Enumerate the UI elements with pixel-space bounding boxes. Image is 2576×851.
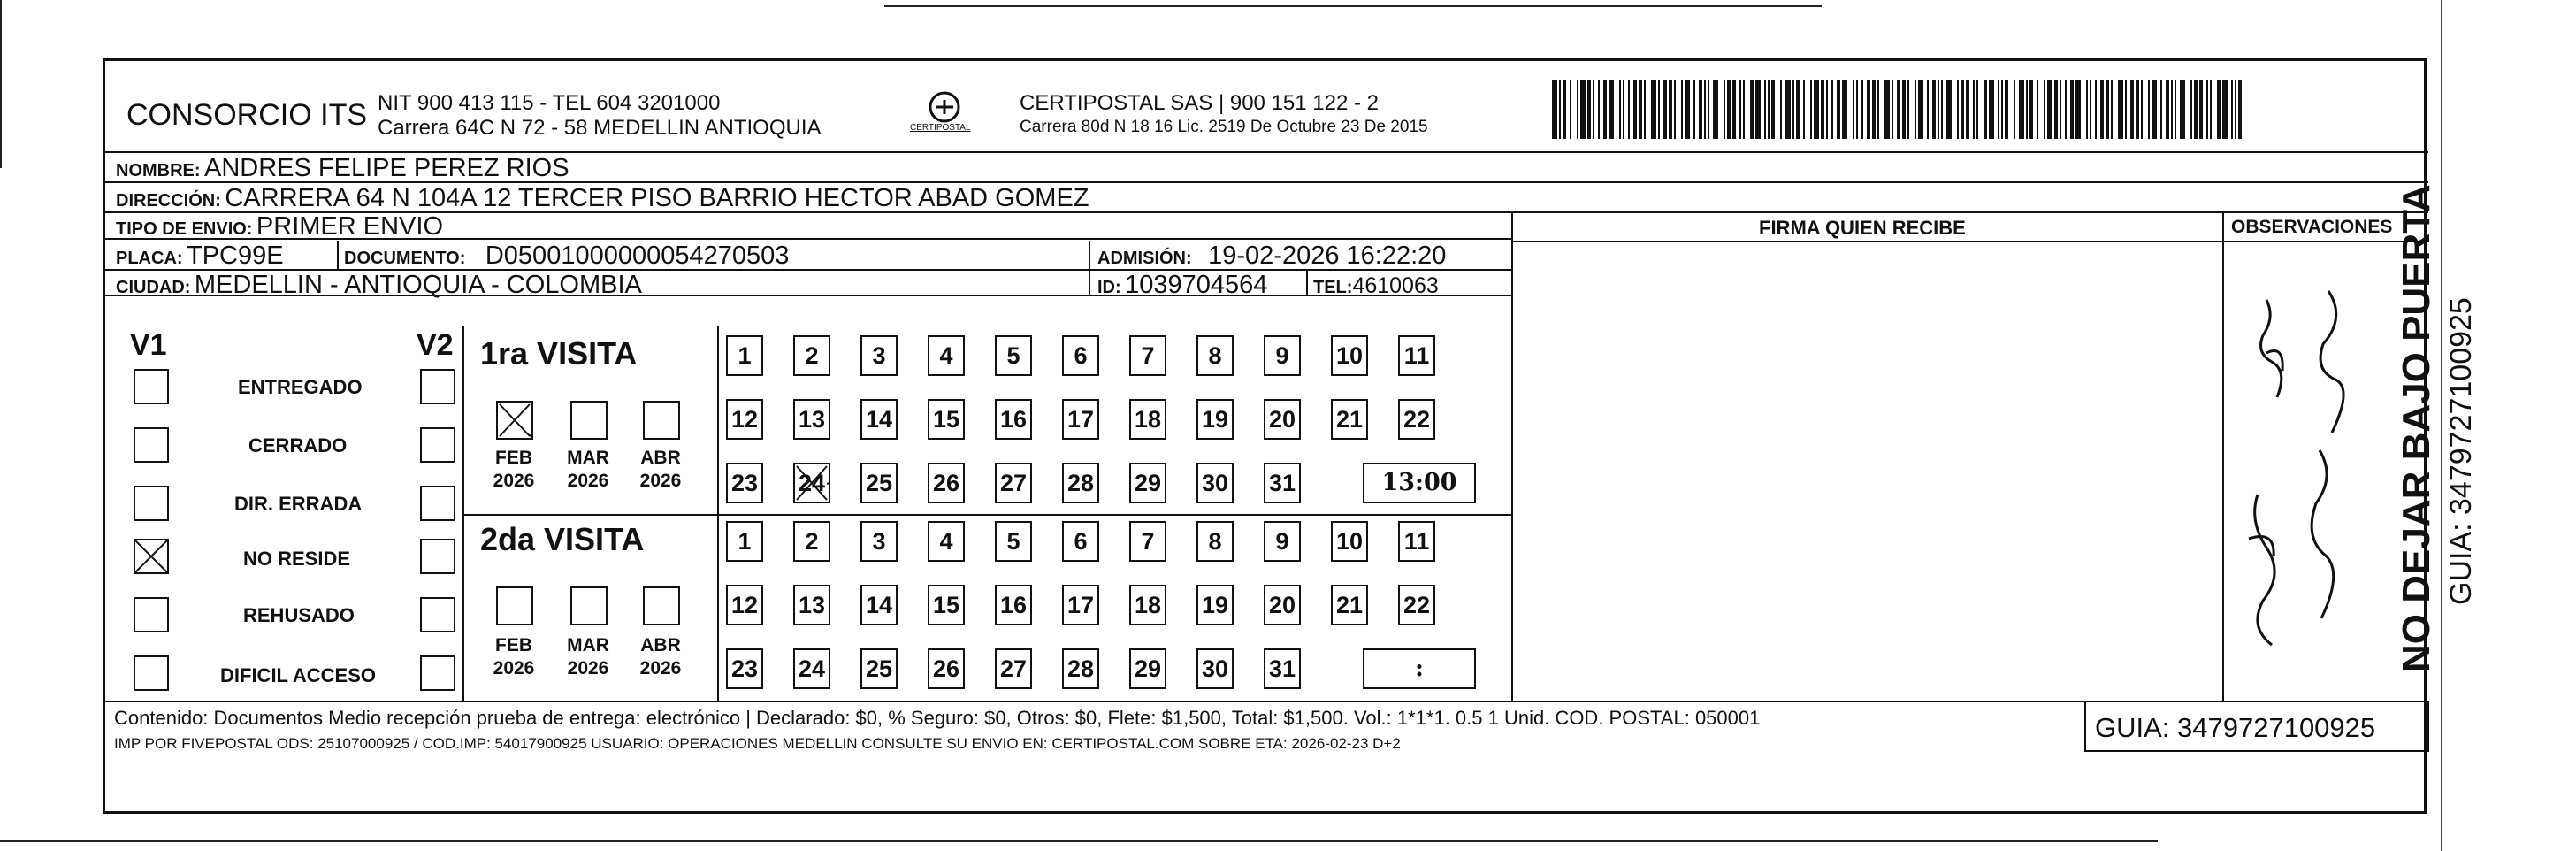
barcode-bar: [1915, 80, 1916, 139]
visit1-day-19[interactable]: 19: [1196, 399, 1234, 440]
barcode-bar: [1743, 80, 1745, 139]
barcode-bar: [1796, 80, 1800, 139]
visit2-day-2[interactable]: 2: [793, 521, 830, 562]
v2-cerrado-checkbox[interactable]: [420, 427, 455, 463]
visit2-day-29[interactable]: 29: [1129, 648, 1166, 689]
barcode-bar: [1853, 80, 1854, 139]
visit1-day-27[interactable]: 27: [995, 463, 1032, 503]
barcode-bar: [1902, 80, 1906, 139]
visit1-day-17[interactable]: 17: [1062, 399, 1099, 440]
city-label: CIUDAD:: [116, 278, 191, 297]
barcode-bar: [1628, 80, 1630, 139]
rule: [462, 514, 1511, 516]
visit2-day-18[interactable]: 18: [1129, 585, 1166, 625]
barcode-bar: [2130, 80, 2134, 139]
visit2-month-abr: ABR: [640, 635, 681, 656]
visit2-day-25[interactable]: 25: [860, 648, 898, 689]
barcode-bar: [1732, 80, 1736, 139]
visit2-day-21[interactable]: 21: [1331, 585, 1368, 625]
visit1-day-24[interactable]: 24: [793, 463, 830, 503]
barcode-bar: [1897, 80, 1900, 139]
barcode-bar: [1826, 80, 1828, 139]
barcode-bar: [2148, 80, 2150, 139]
status-cerrado: CERRADO: [248, 434, 348, 456]
visit2-time-box[interactable]: :: [1363, 648, 1476, 689]
side-warning: NO DEJAR BAJO PUERTA: [2395, 184, 2438, 672]
visit1-mar-checkbox[interactable]: [570, 401, 608, 440]
visit1-month-feb: FEB: [495, 448, 532, 468]
barcode-bar: [2199, 80, 2203, 139]
barcode-bar: [2095, 80, 2097, 139]
barcode-bar: [1658, 80, 1660, 139]
barcode-bar: [1603, 80, 1607, 139]
barcode-bar: [2141, 80, 2143, 139]
visit1-day-22[interactable]: 22: [1398, 399, 1435, 440]
plate-label: PLACA:: [116, 249, 183, 268]
visit1-day-28[interactable]: 28: [1062, 463, 1099, 503]
v2-header: V2: [417, 328, 454, 362]
barcode-bar: [1780, 80, 1782, 139]
visit2-day-16[interactable]: 16: [995, 585, 1032, 625]
signature-label: FIRMA QUIEN RECIBE: [1759, 217, 1966, 239]
barcode-bar: [1669, 80, 1672, 139]
barcode-bar: [2111, 80, 2113, 139]
barcode-bar: [1651, 80, 1656, 139]
barcode-bar: [2005, 80, 2008, 139]
barcode-bar: [1785, 80, 1791, 139]
barcode-bar: [2171, 80, 2173, 139]
v2-dificil-acceso-checkbox[interactable]: [420, 656, 455, 691]
visit1-day-14[interactable]: 14: [860, 399, 898, 440]
plate-value: TPC99E: [187, 242, 284, 270]
document-value: D05001000000054270503: [485, 242, 790, 270]
visit1-day-30[interactable]: 30: [1196, 463, 1234, 503]
barcode-bar: [2047, 80, 2052, 139]
barcode-bar: [2160, 80, 2162, 139]
visit1-day-25[interactable]: 25: [860, 463, 898, 503]
barcode-bar: [1810, 80, 1812, 139]
barcode-bar: [1552, 80, 1557, 139]
admission-row: [1097, 242, 1446, 271]
document-row: [344, 242, 789, 271]
visit1-day-21[interactable]: 21: [1331, 399, 1368, 440]
status-entregado: ENTREGADO: [238, 376, 363, 398]
v1-cerrado-checkbox[interactable]: [134, 427, 169, 463]
barcode-bar: [1976, 80, 1978, 139]
barcode-bar: [1699, 80, 1702, 139]
scan-top-line: [884, 5, 1822, 7]
v1-entregado-checkbox[interactable]: [134, 369, 169, 404]
barcode-bar: [1814, 80, 1819, 139]
delivery-form: [103, 58, 2427, 814]
visit2-day-4[interactable]: 4: [928, 521, 965, 562]
courier-license: Carrera 80d N 18 16 Lic. 2519 De Octubre 23 De 2015: [1020, 118, 1428, 136]
barcode-bar: [1764, 80, 1766, 139]
visit2-feb-checkbox[interactable]: [496, 586, 533, 625]
visit2-day-26[interactable]: 26: [928, 648, 965, 689]
name-label: NOMBRE:: [116, 161, 201, 180]
visit2-day-20[interactable]: 20: [1264, 585, 1301, 625]
v2-entregado-checkbox[interactable]: [420, 369, 455, 404]
certipostal-logo: [905, 88, 984, 141]
company-nit: NIT 900 413 115 - TEL 604 3201000: [378, 91, 721, 115]
visit1-day-20[interactable]: 20: [1264, 399, 1301, 440]
id-label: ID:: [1097, 278, 1121, 297]
barcode-bar: [1892, 80, 1893, 139]
tel-row: [1313, 273, 1439, 299]
status-no-reside: NO RESIDE: [243, 548, 351, 570]
visit2-title: 2da VISITA: [480, 521, 645, 557]
barcode-bar: [2001, 80, 2003, 139]
visit2-day-30[interactable]: 30: [1196, 648, 1234, 689]
visit1-day-31[interactable]: 31: [1264, 463, 1301, 503]
address-row: [116, 184, 1089, 213]
check-x-icon: [793, 463, 830, 503]
barcode-bar: [1941, 80, 1943, 139]
rule: [1089, 241, 1090, 295]
visit2-mar-checkbox[interactable]: [570, 586, 608, 625]
visit1-time-box[interactable]: 13:00: [1363, 463, 1476, 503]
footer-guia: GUIA: 3479727100925: [2095, 712, 2376, 743]
type-label: TIPO DE ENVIO:: [116, 219, 253, 239]
visit2-year-feb: 2026: [493, 658, 535, 678]
tel-value: 4610063: [1352, 273, 1439, 298]
barcode-bar: [2125, 80, 2127, 139]
visit1-day-5[interactable]: 5: [995, 335, 1032, 376]
signature-area[interactable]: [1515, 243, 2219, 698]
visit1-day-4[interactable]: 4: [928, 335, 965, 376]
barcode-bar: [1966, 80, 1969, 139]
visit2-day-31[interactable]: 31: [1264, 648, 1301, 689]
barcode-bar: [1633, 80, 1637, 139]
barcode-bar: [2190, 80, 2192, 139]
barcode-bar: [1938, 80, 1939, 139]
barcode-bar: [1989, 80, 1994, 139]
status-dificil-acceso: DIFICIL ACCESO: [220, 664, 377, 686]
document-label: DOCUMENTO:: [344, 249, 466, 268]
barcode-bar: [1724, 80, 1725, 139]
visit2-month-mar: MAR: [567, 635, 609, 656]
visit2-abr-checkbox[interactable]: [643, 586, 680, 625]
visit2-day-5[interactable]: 5: [995, 521, 1032, 562]
barcode-bar: [2054, 80, 2058, 139]
visit2-day-12[interactable]: 12: [726, 585, 763, 625]
rule: [337, 241, 339, 269]
check-x-icon: [496, 401, 533, 440]
visit2-day-7[interactable]: 7: [1129, 521, 1166, 562]
rule: [1306, 270, 1308, 295]
courier-name: CERTIPOSTAL SAS | 900 151 122 - 2: [1020, 91, 1379, 115]
visit2-day-28[interactable]: 28: [1062, 648, 1099, 689]
barcode-bar: [1771, 80, 1775, 139]
visit1-title: 1ra VISITA: [480, 335, 638, 372]
visit1-day-26[interactable]: 26: [928, 463, 965, 503]
handwriting-signature-icon: [2231, 273, 2408, 689]
visit1-day-29[interactable]: 29: [1129, 463, 1166, 503]
barcode-bar: [1932, 80, 1936, 139]
status-rehusado: REHUSADO: [243, 604, 355, 626]
barcode-bar: [1563, 80, 1566, 139]
barcode-bar: [1856, 80, 1858, 139]
visit2-day-8[interactable]: 8: [1196, 521, 1234, 562]
barcode-bar: [1907, 80, 1909, 139]
barcode-bar: [2238, 80, 2242, 139]
barcode-bar: [2090, 80, 2091, 139]
barcode-bar: [1984, 80, 1987, 139]
barcode-bar: [2194, 80, 2198, 139]
barcode-bar: [2136, 80, 2139, 139]
barcode-bar: [1623, 80, 1624, 139]
visit1-year-feb: 2026: [493, 471, 535, 491]
certipostal-logo-icon: [905, 88, 984, 141]
barcode-bar: [2106, 80, 2109, 139]
barcode-bar: [1755, 80, 1761, 139]
plate-row: [116, 242, 284, 271]
id-value: 1039704564: [1125, 271, 1268, 299]
type-row: [116, 212, 443, 242]
barcode-bar: [2175, 80, 2176, 139]
v1-header: V1: [130, 328, 167, 362]
barcode-bar: [2222, 80, 2228, 139]
visit2-day-27[interactable]: 27: [995, 648, 1032, 689]
barcode-bar: [2100, 80, 2104, 139]
barcode-bar: [1831, 80, 1833, 139]
visit2-day-10[interactable]: 10: [1331, 521, 1368, 562]
recipient-name: ANDRES FELIPE PEREZ RIOS: [204, 154, 569, 182]
v2-dir-errada-checkbox[interactable]: [420, 486, 455, 521]
barcode-bar: [1704, 80, 1706, 139]
visit1-feb-checkbox[interactable]: [496, 401, 533, 440]
company-address: Carrera 64C N 72 - 58 MEDELLIN ANTIOQUIA: [378, 116, 822, 140]
barcode-bar: [2037, 80, 2038, 139]
scan-bottom-line: [0, 840, 2158, 842]
rule: [105, 701, 2428, 702]
barcode-bar: [1803, 80, 1805, 139]
visit1-day-6[interactable]: 6: [1062, 335, 1099, 376]
side-guia: GUIA: 3479727100925: [2444, 297, 2478, 605]
footer-imp: IMP POR FIVEPOSTAL ODS: 25107000925 / COD.IMP: 54017900925 USUARIO: OPERACIONES MEDELLIN CONSULTE SU ENVIO EN: CERTIPOSTAL.COM SOBRE ETA: 2026-02-23 D+2: [114, 735, 1401, 752]
barcode-bar: [1768, 80, 1770, 139]
barcode-bar: [1877, 80, 1879, 139]
id-row: [1097, 271, 1267, 300]
barcode-bar: [2060, 80, 2061, 139]
barcode-bar: [2231, 80, 2233, 139]
barcode-bar: [1867, 80, 1870, 139]
barcode-bar: [1559, 80, 1561, 139]
visit2-day-22[interactable]: 22: [1398, 585, 1435, 625]
barcode-bar: [1842, 80, 1847, 139]
observations-label: OBSERVACIONES: [2231, 217, 2393, 237]
barcode-bar: [2019, 80, 2024, 139]
visit2-day-1[interactable]: 1: [726, 521, 763, 562]
scan-left-line: [0, 0, 2, 168]
v1-no-reside-checkbox[interactable]: [134, 539, 169, 574]
logo-caption: CERTIPOSTAL: [910, 123, 971, 133]
barcode-bar: [1837, 80, 1840, 139]
barcode-bar: [2026, 80, 2028, 139]
rule: [2222, 211, 2224, 701]
barcode-bar: [2206, 80, 2208, 139]
barcode-bar: [1577, 80, 1578, 139]
barcode-bar: [2065, 80, 2067, 139]
barcode-bar: [1792, 80, 1794, 139]
barcode-bar: [1674, 80, 1676, 139]
v1-dir-errada-checkbox[interactable]: [134, 486, 169, 521]
visit1-day-18[interactable]: 18: [1129, 399, 1166, 440]
barcode-bar: [1739, 80, 1741, 139]
visit1-day-10[interactable]: 10: [1331, 335, 1368, 376]
visit1-day-2[interactable]: 2: [793, 335, 830, 376]
barcode-bar: [1598, 80, 1600, 139]
barcode-bar: [1973, 80, 1975, 139]
barcode-bar: [2070, 80, 2074, 139]
barcode-bar: [2235, 80, 2236, 139]
barcode-bar: [2044, 80, 2045, 139]
visit2-day-19[interactable]: 19: [1196, 585, 1234, 625]
barcode-bar: [1713, 80, 1718, 139]
visit1-month-mar: MAR: [567, 448, 609, 468]
barcode-bar: [1619, 80, 1621, 139]
barcode-bar: [1927, 80, 1929, 139]
status-dir-errada: DIR. ERRADA: [234, 493, 363, 515]
barcode-bar: [2075, 80, 2081, 139]
barcode-bar: [1639, 80, 1642, 139]
barcode-bar: [1593, 80, 1594, 139]
visit2-day-15[interactable]: 15: [928, 585, 965, 625]
city-value: MEDELLIN - ANTIOQUIA - COLOMBIA: [194, 271, 642, 299]
visit1-day-9[interactable]: 9: [1264, 335, 1301, 376]
barcode-bar: [2166, 80, 2169, 139]
barcode-bar: [2217, 80, 2221, 139]
shipping-type: PRIMER ENVIO: [256, 212, 444, 241]
barcode-bar: [1884, 80, 1890, 139]
barcode-bar: [1727, 80, 1731, 139]
barcode-bar: [2210, 80, 2212, 139]
visit1-day-12[interactable]: 12: [726, 399, 763, 440]
barcode-bar: [1861, 80, 1863, 139]
admission-label: ADMISIÓN:: [1097, 249, 1192, 268]
barcode-bar: [2014, 80, 2015, 139]
visit1-day-8[interactable]: 8: [1196, 335, 1234, 376]
visit2-day-24[interactable]: 24: [793, 648, 830, 689]
visit2-month-feb: FEB: [495, 635, 532, 656]
v2-rehusado-checkbox[interactable]: [420, 597, 455, 632]
scan-right-line: [2441, 0, 2442, 851]
barcode: [1552, 80, 2259, 139]
barcode-bar: [1872, 80, 1876, 139]
admission-value: 19-02-2026 16:22:20: [1208, 242, 1447, 270]
barcode-bar: [1663, 80, 1667, 139]
recipient-address: CARRERA 64 N 104A 12 TERCER PISO BARRIO HECTOR ABAD GOMEZ: [225, 184, 1089, 212]
check-x-icon: [134, 539, 169, 574]
barcode-bar: [1708, 80, 1709, 139]
visit1-year-mar: 2026: [567, 471, 609, 491]
barcode-bar: [1918, 80, 1923, 139]
visit1-day-23[interactable]: 23: [726, 463, 763, 503]
barcode-bar: [1946, 80, 1952, 139]
tel-label: TEL:: [1313, 278, 1353, 297]
visit2-day-23[interactable]: 23: [726, 648, 763, 689]
visit2-day-6[interactable]: 6: [1062, 521, 1099, 562]
name-row: [116, 154, 569, 183]
v1-rehusado-checkbox[interactable]: [134, 597, 169, 632]
visit2-year-mar: 2026: [567, 658, 609, 678]
visit2-day-17[interactable]: 17: [1062, 585, 1099, 625]
rule: [1511, 211, 1513, 701]
barcode-bar: [2118, 80, 2123, 139]
barcode-bar: [2029, 80, 2033, 139]
visit1-day-13[interactable]: 13: [793, 399, 830, 440]
barcode-bar: [1570, 80, 1571, 139]
barcode-bar: [1961, 80, 1964, 139]
visit2-year-abr: 2026: [639, 658, 682, 678]
visit2-day-11[interactable]: 11: [1398, 521, 1435, 562]
visit1-day-11[interactable]: 11: [1398, 335, 1435, 376]
barcode-bar: [1957, 80, 1959, 139]
visit1-month-abr: ABR: [640, 448, 681, 468]
barcode-bar: [1587, 80, 1591, 139]
barcode-bar: [1681, 80, 1683, 139]
rule: [105, 151, 2428, 153]
observations-handwriting: [2231, 273, 2408, 689]
barcode-bar: [1644, 80, 1646, 139]
visit2-day-14[interactable]: 14: [860, 585, 898, 625]
company-name: CONSORCIO ITS: [126, 98, 368, 132]
barcode-bar: [2152, 80, 2157, 139]
v1-dificil-acceso-checkbox[interactable]: [134, 656, 169, 691]
visit2-day-13[interactable]: 13: [793, 585, 830, 625]
visit1-day-1[interactable]: 1: [726, 335, 763, 376]
barcode-bar: [1580, 80, 1586, 139]
visit1-day-3[interactable]: 3: [860, 335, 898, 376]
visit1-abr-checkbox[interactable]: [643, 401, 680, 440]
v2-no-reside-checkbox[interactable]: [420, 539, 455, 574]
visit2-day-3[interactable]: 3: [860, 521, 898, 562]
barcode-bar: [1685, 80, 1690, 139]
rule: [1513, 241, 2429, 242]
visit2-day-9[interactable]: 9: [1264, 521, 1301, 562]
barcode-bar: [1750, 80, 1754, 139]
address-label: DIRECCIÓN:: [116, 191, 221, 211]
visit1-day-7[interactable]: 7: [1129, 335, 1166, 376]
barcode-bar: [1998, 80, 1999, 139]
footer-content: Contenido: Documentos Medio recepción prueba de entrega: electrónico | Declarado: $0, % Seguro: $0, Otros: $0, Flete: $1,500, Total: $1,500. Vol.: 1*1*1. 0.5 1 Unid. COD. POSTAL: 050001: [114, 707, 1761, 729]
visit1-day-16[interactable]: 16: [995, 399, 1032, 440]
barcode-bar: [1693, 80, 1695, 139]
visit1-year-abr: 2026: [639, 471, 682, 491]
barcode-bar: [1609, 80, 1614, 139]
barcode-bar: [2180, 80, 2185, 139]
city-row: [116, 271, 642, 300]
visit1-day-15[interactable]: 15: [928, 399, 965, 440]
barcode-bar: [1821, 80, 1824, 139]
barcode-bar: [2086, 80, 2088, 139]
